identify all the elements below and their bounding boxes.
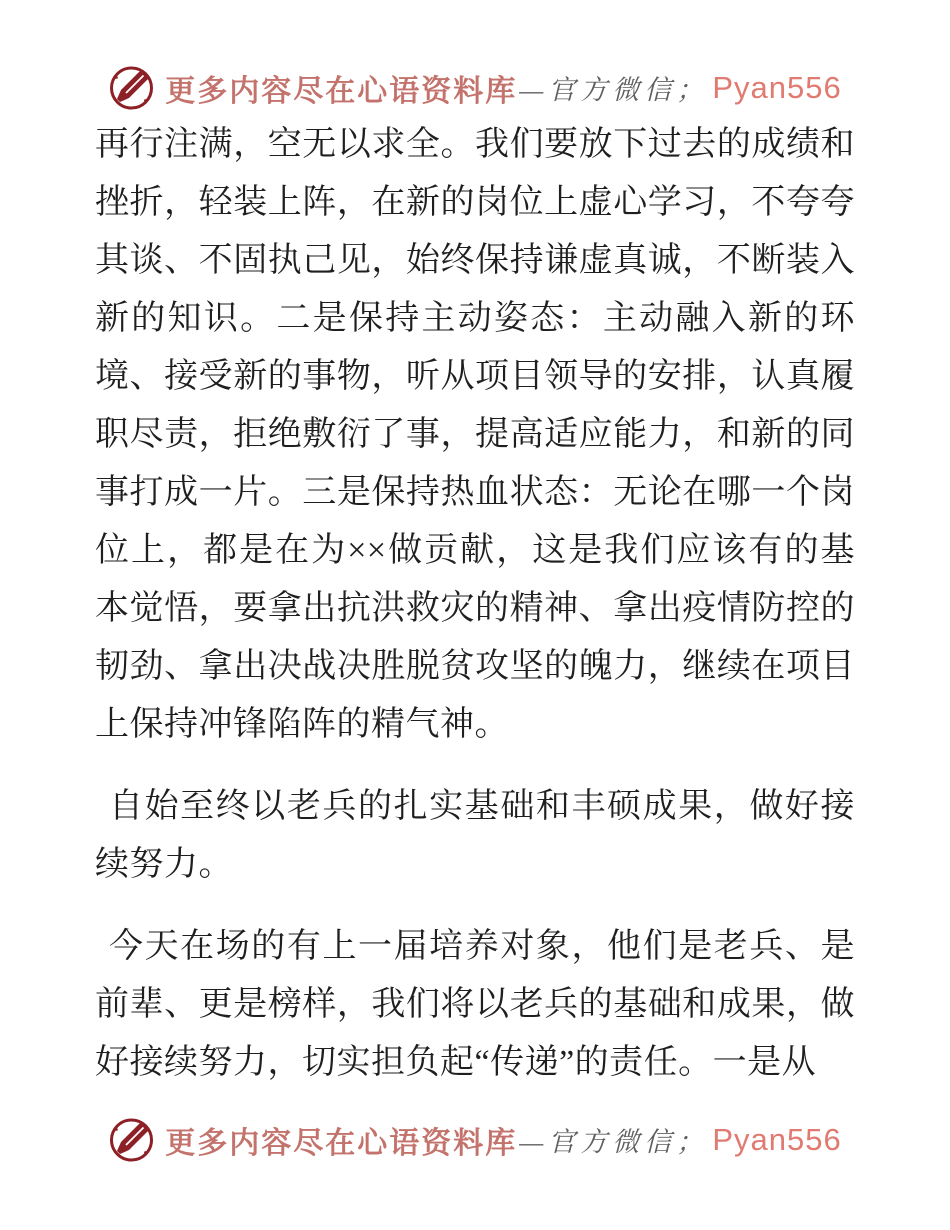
watermark-brand-text: 更多内容尽在心语资料库: [165, 1126, 518, 1160]
paragraph-1: 再行注满，空无以求全。我们要放下过去的成绩和挫折，轻装上阵，在新的岗位上虚心学习，不夸夸其谈、不固执己见，始终保持谦虚真诚，不断装入新的知识。二是保持主动姿态：主动融入新的环境、接受新的事物，听从项目领导的安排，认真履职尽责，拒绝敷衍了事，提高适应能力，和新的同事打成一片。三是保持热血状态：无论在哪一个岗位上，都是在为××做贡献，这是我们应该有的基本觉悟，要拿出抗洪救灾的精神、拿出疫情防控的韧劲、拿出决战决胜脱贫攻坚的魄力，继续在项目上保持冲锋陷阵的精气神。: [95, 126, 855, 743]
watermark-wechat-label: —官方微信；: [519, 1127, 709, 1157]
paragraph-2: 自始至终以老兵的扎实基础和丰硕成果，做好接续努力。: [95, 788, 855, 883]
paragraph-3: 今天在场的有上一届培养对象，他们是老兵、是前辈、更是榜样，我们将以老兵的基础和成果，做好接续努力，切实担负起“传递”的责任。一是从: [95, 928, 855, 1081]
watermark-wechat-label: —官方微信；: [519, 75, 709, 105]
pen-nib-circle-icon: [108, 64, 155, 111]
header-watermark: [0, 64, 950, 111]
watermark-brand-text: 更多内容尽在心语资料库: [165, 74, 518, 108]
watermark-wechat-id: Pyan556: [712, 69, 842, 105]
pen-nib-circle-icon: [108, 1116, 155, 1163]
document-body: [95, 116, 855, 1116]
footer-watermark: [0, 1116, 950, 1163]
watermark-wechat-id: Pyan556: [712, 1121, 842, 1157]
